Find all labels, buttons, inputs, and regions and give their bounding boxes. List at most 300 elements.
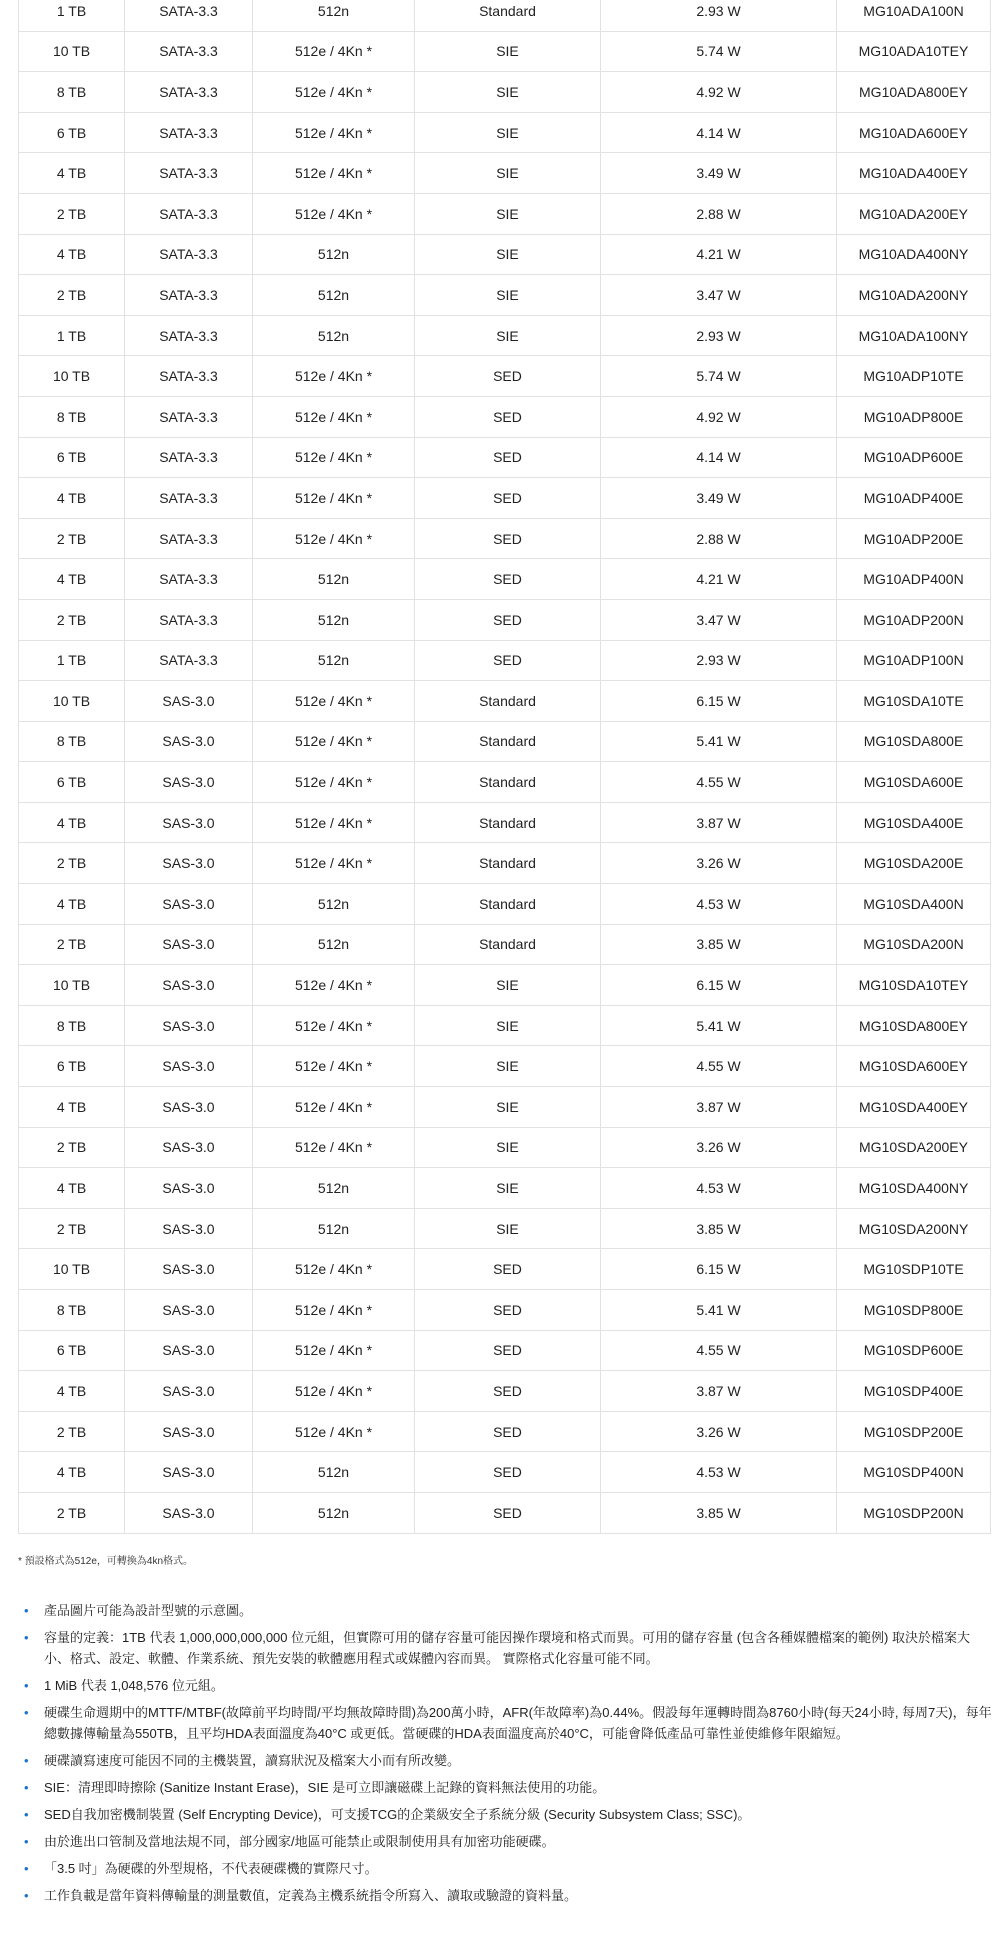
capacity-cell: 10 TB <box>19 356 125 397</box>
capacity-cell: 1 TB <box>19 315 125 356</box>
capacity-cell: 2 TB <box>19 599 125 640</box>
power-cell: 2.93 W <box>601 640 837 681</box>
table-row <box>19 193 991 234</box>
format-cell: 512e / 4Kn * <box>253 1127 415 1168</box>
interface-cell: SATA-3.3 <box>125 559 253 600</box>
model-cell: MG10SDP10TE <box>837 1249 991 1290</box>
capacity-cell: 8 TB <box>19 396 125 437</box>
format-cell: 512n <box>253 1208 415 1249</box>
bullet-icon: • <box>24 1705 29 1720</box>
table-row <box>19 518 991 559</box>
format-cell: 512e / 4Kn * <box>253 478 415 519</box>
capacity-cell: 6 TB <box>19 437 125 478</box>
security-cell: SIE <box>415 1046 601 1087</box>
power-cell: 3.47 W <box>601 599 837 640</box>
capacity-cell: 10 TB <box>19 681 125 722</box>
capacity-cell: 4 TB <box>19 884 125 925</box>
security-cell: Standard <box>415 884 601 925</box>
table-row <box>19 1452 991 1493</box>
capacity-cell: 6 TB <box>19 762 125 803</box>
bullet-icon: • <box>24 1630 29 1645</box>
interface-cell: SATA-3.3 <box>125 193 253 234</box>
format-cell: 512e / 4Kn * <box>253 396 415 437</box>
power-cell: 5.41 W <box>601 1005 837 1046</box>
capacity-cell: 2 TB <box>19 1411 125 1452</box>
capacity-cell: 2 TB <box>19 1208 125 1249</box>
model-cell: MG10SDP200E <box>837 1411 991 1452</box>
format-cell: 512e / 4Kn * <box>253 1046 415 1087</box>
capacity-cell: 10 TB <box>19 1249 125 1290</box>
interface-cell: SATA-3.3 <box>125 112 253 153</box>
interface-cell: SAS-3.0 <box>125 1492 253 1533</box>
table-row <box>19 1371 991 1412</box>
model-cell: MG10SDP400E <box>837 1371 991 1412</box>
table-row <box>19 559 991 600</box>
interface-cell: SATA-3.3 <box>125 234 253 275</box>
power-cell: 4.55 W <box>601 1330 837 1371</box>
security-cell: SED <box>415 518 601 559</box>
note-item <box>18 1885 993 1906</box>
power-cell: 4.53 W <box>601 1452 837 1493</box>
capacity-cell: 10 TB <box>19 965 125 1006</box>
table-row <box>19 1087 991 1128</box>
table-row <box>19 1005 991 1046</box>
capacity-cell: 1 TB <box>19 0 125 31</box>
table-row <box>19 478 991 519</box>
capacity-cell: 2 TB <box>19 1127 125 1168</box>
model-cell: MG10ADA10TEY <box>837 31 991 72</box>
format-cell: 512e / 4Kn * <box>253 681 415 722</box>
table-row <box>19 1208 991 1249</box>
format-cell: 512n <box>253 599 415 640</box>
interface-cell: SATA-3.3 <box>125 31 253 72</box>
power-cell: 3.26 W <box>601 1411 837 1452</box>
note-item <box>18 1777 993 1798</box>
security-cell: SED <box>415 437 601 478</box>
format-cell: 512e / 4Kn * <box>253 112 415 153</box>
security-cell: Standard <box>415 802 601 843</box>
model-cell: MG10ADA400EY <box>837 153 991 194</box>
model-cell: MG10SDA400NY <box>837 1168 991 1209</box>
model-cell: MG10ADP10TE <box>837 356 991 397</box>
power-cell: 4.14 W <box>601 112 837 153</box>
model-cell: MG10SDA10TEY <box>837 965 991 1006</box>
power-cell: 4.55 W <box>601 762 837 803</box>
capacity-cell: 8 TB <box>19 72 125 113</box>
note-text: 工作負載是當年資料傳輸量的測量數值，定義為主機系統指令所寫入、讀取或驗證的資料量。 <box>44 1888 578 1903</box>
capacity-cell: 2 TB <box>19 193 125 234</box>
model-cell: MG10SDA400EY <box>837 1087 991 1128</box>
power-cell: 3.85 W <box>601 1208 837 1249</box>
model-cell: MG10SDP200N <box>837 1492 991 1533</box>
note-item <box>18 1702 993 1744</box>
format-cell: 512e / 4Kn * <box>253 1290 415 1331</box>
table-row <box>19 924 991 965</box>
security-cell: SIE <box>415 153 601 194</box>
format-cell: 512e / 4Kn * <box>253 1005 415 1046</box>
note-item <box>18 1675 993 1696</box>
interface-cell: SATA-3.3 <box>125 518 253 559</box>
interface-cell: SAS-3.0 <box>125 1208 253 1249</box>
format-cell: 512e / 4Kn * <box>253 1411 415 1452</box>
capacity-cell: 4 TB <box>19 234 125 275</box>
model-cell: MG10SDA400E <box>837 802 991 843</box>
capacity-cell: 10 TB <box>19 31 125 72</box>
capacity-cell: 6 TB <box>19 1046 125 1087</box>
model-cell: MG10ADP100N <box>837 640 991 681</box>
format-cell: 512n <box>253 275 415 316</box>
note-text: SED自我加密機制裝置 (Self Encrypting Device)，可支援TCG的企業級安全子系統分級 (Security Subsystem Class; SSC)。 <box>44 1807 751 1822</box>
table-row <box>19 1290 991 1331</box>
model-cell: MG10SDA200N <box>837 924 991 965</box>
note-item <box>18 1804 993 1825</box>
format-cell: 512e / 4Kn * <box>253 72 415 113</box>
table-row <box>19 1046 991 1087</box>
security-cell: SED <box>415 559 601 600</box>
spec-table-body <box>19 0 991 1533</box>
note-text: 產品圖片可能為設計型號的示意圖。 <box>44 1603 253 1618</box>
format-cell: 512n <box>253 315 415 356</box>
power-cell: 3.87 W <box>601 1371 837 1412</box>
bullet-icon: • <box>24 1888 29 1903</box>
model-cell: MG10SDP800E <box>837 1290 991 1331</box>
table-row <box>19 1168 991 1209</box>
capacity-cell: 2 TB <box>19 518 125 559</box>
table-row <box>19 1330 991 1371</box>
note-item <box>18 1627 993 1669</box>
security-cell: SIE <box>415 275 601 316</box>
capacity-cell: 4 TB <box>19 1371 125 1412</box>
interface-cell: SAS-3.0 <box>125 1249 253 1290</box>
power-cell: 3.87 W <box>601 1087 837 1128</box>
capacity-cell: 1 TB <box>19 640 125 681</box>
security-cell: SED <box>415 1290 601 1331</box>
spec-table <box>18 0 991 1534</box>
security-cell: SED <box>415 1330 601 1371</box>
table-row <box>19 1492 991 1533</box>
interface-cell: SAS-3.0 <box>125 1452 253 1493</box>
table-row <box>19 275 991 316</box>
security-cell: SED <box>415 1492 601 1533</box>
note-text: 由於進出口管制及當地法規不同，部分國家/地區可能禁止或限制使用具有加密功能硬碟。 <box>44 1834 555 1849</box>
power-cell: 5.74 W <box>601 356 837 397</box>
bullet-icon: • <box>24 1678 29 1693</box>
model-cell: MG10ADP200E <box>837 518 991 559</box>
bullet-icon: • <box>24 1834 29 1849</box>
format-cell: 512e / 4Kn * <box>253 518 415 559</box>
format-cell: 512e / 4Kn * <box>253 31 415 72</box>
table-row <box>19 1127 991 1168</box>
power-cell: 6.15 W <box>601 1249 837 1290</box>
power-cell: 5.74 W <box>601 31 837 72</box>
model-cell: MG10SDA600E <box>837 762 991 803</box>
format-cell: 512n <box>253 0 415 31</box>
interface-cell: SAS-3.0 <box>125 721 253 762</box>
table-row <box>19 1249 991 1290</box>
model-cell: MG10ADA400NY <box>837 234 991 275</box>
format-cell: 512e / 4Kn * <box>253 721 415 762</box>
capacity-cell: 8 TB <box>19 1005 125 1046</box>
capacity-cell: 8 TB <box>19 1290 125 1331</box>
model-cell: MG10ADA100N <box>837 0 991 31</box>
note-text: 硬碟生命週期中的MTTF/MTBF(故障前平均時間/平均無故障時間)為200萬小時，AFR(年故障率)為0.44%。假設每年運轉時間為8760小時(每天24小時, 每周7天)，每年總數據傳輸量為550TB，且平均HDA表面溫度為40°C 或更低。當硬碟的HDA表面溫度高於40°C，可能會降低產品可靠性並使維修年限縮短。 <box>44 1705 992 1741</box>
model-cell: MG10SDA800E <box>837 721 991 762</box>
capacity-cell: 6 TB <box>19 1330 125 1371</box>
interface-cell: SAS-3.0 <box>125 1046 253 1087</box>
note-text: 容量的定義：1TB 代表 1,000,000,000,000 位元組，但實際可用的儲存容量可能因操作環境和格式而異。可用的儲存容量 (包含各種媒體檔案的範例) 取決於檔案大小、格式、設定、軟體、作業系統、預先安裝的軟體應用程式或媒體內容而異。 實際格式化容量可能不同。 <box>44 1630 970 1666</box>
security-cell: SIE <box>415 234 601 275</box>
security-cell: SIE <box>415 1208 601 1249</box>
security-cell: SED <box>415 640 601 681</box>
model-cell: MG10ADP200N <box>837 599 991 640</box>
security-cell: SED <box>415 396 601 437</box>
interface-cell: SATA-3.3 <box>125 315 253 356</box>
interface-cell: SAS-3.0 <box>125 802 253 843</box>
format-cell: 512n <box>253 640 415 681</box>
power-cell: 4.53 W <box>601 884 837 925</box>
format-cell: 512n <box>253 559 415 600</box>
security-cell: SED <box>415 1249 601 1290</box>
bullet-icon: • <box>24 1753 29 1768</box>
power-cell: 3.47 W <box>601 275 837 316</box>
note-item <box>18 1831 993 1852</box>
capacity-cell: 2 TB <box>19 843 125 884</box>
interface-cell: SAS-3.0 <box>125 762 253 803</box>
interface-cell: SATA-3.3 <box>125 0 253 31</box>
capacity-cell: 4 TB <box>19 802 125 843</box>
model-cell: MG10SDA600EY <box>837 1046 991 1087</box>
security-cell: SED <box>415 478 601 519</box>
format-cell: 512e / 4Kn * <box>253 843 415 884</box>
table-row <box>19 437 991 478</box>
interface-cell: SATA-3.3 <box>125 153 253 194</box>
model-cell: MG10ADP400E <box>837 478 991 519</box>
capacity-cell: 4 TB <box>19 1168 125 1209</box>
format-cell: 512e / 4Kn * <box>253 802 415 843</box>
capacity-cell: 8 TB <box>19 721 125 762</box>
power-cell: 3.87 W <box>601 802 837 843</box>
power-cell: 2.93 W <box>601 315 837 356</box>
table-row <box>19 965 991 1006</box>
bullet-icon: • <box>24 1780 29 1795</box>
interface-cell: SAS-3.0 <box>125 1371 253 1412</box>
interface-cell: SAS-3.0 <box>125 884 253 925</box>
table-row <box>19 356 991 397</box>
format-footnote: * 預設格式為512e，可轉換為4kn格式。 <box>18 1556 194 1567</box>
format-cell: 512e / 4Kn * <box>253 1249 415 1290</box>
interface-cell: SAS-3.0 <box>125 965 253 1006</box>
interface-cell: SATA-3.3 <box>125 396 253 437</box>
model-cell: MG10ADA100NY <box>837 315 991 356</box>
security-cell: SIE <box>415 193 601 234</box>
capacity-cell: 4 TB <box>19 559 125 600</box>
security-cell: SED <box>415 356 601 397</box>
interface-cell: SATA-3.3 <box>125 356 253 397</box>
model-cell: MG10SDA200EY <box>837 1127 991 1168</box>
format-cell: 512e / 4Kn * <box>253 356 415 397</box>
security-cell: Standard <box>415 762 601 803</box>
power-cell: 5.41 W <box>601 721 837 762</box>
model-cell: MG10SDA400N <box>837 884 991 925</box>
bullet-icon: • <box>24 1603 29 1618</box>
model-cell: MG10SDA200NY <box>837 1208 991 1249</box>
table-row <box>19 31 991 72</box>
capacity-cell: 2 TB <box>19 1492 125 1533</box>
note-text: 硬碟讀寫速度可能因不同的主機裝置，讀寫狀況及檔案大小而有所改變。 <box>44 1753 461 1768</box>
security-cell: SIE <box>415 1005 601 1046</box>
model-cell: MG10SDA10TE <box>837 681 991 722</box>
interface-cell: SATA-3.3 <box>125 599 253 640</box>
power-cell: 3.26 W <box>601 843 837 884</box>
interface-cell: SATA-3.3 <box>125 275 253 316</box>
interface-cell: SAS-3.0 <box>125 1168 253 1209</box>
interface-cell: SAS-3.0 <box>125 1330 253 1371</box>
power-cell: 4.53 W <box>601 1168 837 1209</box>
security-cell: Standard <box>415 721 601 762</box>
bullet-icon: • <box>24 1861 29 1876</box>
table-row <box>19 315 991 356</box>
power-cell: 4.92 W <box>601 396 837 437</box>
interface-cell: SAS-3.0 <box>125 1290 253 1331</box>
power-cell: 4.55 W <box>601 1046 837 1087</box>
security-cell: Standard <box>415 843 601 884</box>
format-cell: 512e / 4Kn * <box>253 153 415 194</box>
note-item <box>18 1600 993 1621</box>
interface-cell: SAS-3.0 <box>125 681 253 722</box>
power-cell: 4.14 W <box>601 437 837 478</box>
model-cell: MG10SDA800EY <box>837 1005 991 1046</box>
power-cell: 3.85 W <box>601 1492 837 1533</box>
table-row <box>19 884 991 925</box>
security-cell: SIE <box>415 31 601 72</box>
table-row <box>19 802 991 843</box>
interface-cell: SATA-3.3 <box>125 478 253 519</box>
note-text: SIE：清理即時擦除 (Sanitize Instant Erase)，SIE 是可立即讓磁碟上記錄的資料無法使用的功能。 <box>44 1780 606 1795</box>
table-row <box>19 234 991 275</box>
security-cell: SIE <box>415 1127 601 1168</box>
table-row <box>19 72 991 113</box>
table-row <box>19 0 991 31</box>
format-cell: 512n <box>253 1168 415 1209</box>
model-cell: MG10ADA600EY <box>837 112 991 153</box>
power-cell: 3.26 W <box>601 1127 837 1168</box>
table-row <box>19 681 991 722</box>
format-cell: 512e / 4Kn * <box>253 762 415 803</box>
security-cell: Standard <box>415 924 601 965</box>
security-cell: SIE <box>415 1087 601 1128</box>
power-cell: 6.15 W <box>601 965 837 1006</box>
note-item <box>18 1858 993 1879</box>
security-cell: SED <box>415 1452 601 1493</box>
model-cell: MG10ADP400N <box>837 559 991 600</box>
format-cell: 512e / 4Kn * <box>253 193 415 234</box>
note-text: 1 MiB 代表 1,048,576 位元組。 <box>44 1678 224 1693</box>
interface-cell: SATA-3.3 <box>125 640 253 681</box>
model-cell: MG10ADA800EY <box>837 72 991 113</box>
format-cell: 512n <box>253 884 415 925</box>
table-row <box>19 762 991 803</box>
format-cell: 512n <box>253 924 415 965</box>
model-cell: MG10SDP400N <box>837 1452 991 1493</box>
format-cell: 512n <box>253 1492 415 1533</box>
security-cell: Standard <box>415 681 601 722</box>
model-cell: MG10SDA200E <box>837 843 991 884</box>
model-cell: MG10ADA200NY <box>837 275 991 316</box>
interface-cell: SAS-3.0 <box>125 1087 253 1128</box>
interface-cell: SAS-3.0 <box>125 924 253 965</box>
interface-cell: SATA-3.3 <box>125 72 253 113</box>
table-row <box>19 599 991 640</box>
power-cell: 4.92 W <box>601 72 837 113</box>
power-cell: 3.85 W <box>601 924 837 965</box>
format-cell: 512n <box>253 1452 415 1493</box>
capacity-cell: 2 TB <box>19 275 125 316</box>
interface-cell: SATA-3.3 <box>125 437 253 478</box>
table-row <box>19 396 991 437</box>
model-cell: MG10ADP600E <box>837 437 991 478</box>
table-row <box>19 153 991 194</box>
format-cell: 512e / 4Kn * <box>253 437 415 478</box>
model-cell: MG10SDP600E <box>837 1330 991 1371</box>
format-cell: 512e / 4Kn * <box>253 1330 415 1371</box>
capacity-cell: 4 TB <box>19 1452 125 1493</box>
table-row <box>19 112 991 153</box>
interface-cell: SAS-3.0 <box>125 1411 253 1452</box>
power-cell: 2.93 W <box>601 0 837 31</box>
security-cell: SED <box>415 1371 601 1412</box>
note-item <box>18 1750 993 1771</box>
power-cell: 4.21 W <box>601 234 837 275</box>
format-cell: 512e / 4Kn * <box>253 1087 415 1128</box>
security-cell: SIE <box>415 72 601 113</box>
power-cell: 4.21 W <box>601 559 837 600</box>
security-cell: SED <box>415 1411 601 1452</box>
capacity-cell: 2 TB <box>19 924 125 965</box>
power-cell: 3.49 W <box>601 478 837 519</box>
format-cell: 512e / 4Kn * <box>253 1371 415 1412</box>
model-cell: MG10ADA200EY <box>837 193 991 234</box>
power-cell: 2.88 W <box>601 518 837 559</box>
format-cell: 512e / 4Kn * <box>253 965 415 1006</box>
bullet-icon: • <box>24 1807 29 1822</box>
table-row <box>19 640 991 681</box>
table-row <box>19 1411 991 1452</box>
interface-cell: SAS-3.0 <box>125 843 253 884</box>
security-cell: SIE <box>415 112 601 153</box>
capacity-cell: 4 TB <box>19 478 125 519</box>
security-cell: SED <box>415 599 601 640</box>
capacity-cell: 6 TB <box>19 112 125 153</box>
format-cell: 512n <box>253 234 415 275</box>
capacity-cell: 4 TB <box>19 153 125 194</box>
power-cell: 3.49 W <box>601 153 837 194</box>
table-row <box>19 721 991 762</box>
security-cell: SIE <box>415 315 601 356</box>
notes-list <box>18 1600 993 1912</box>
security-cell: Standard <box>415 0 601 31</box>
interface-cell: SAS-3.0 <box>125 1127 253 1168</box>
power-cell: 5.41 W <box>601 1290 837 1331</box>
interface-cell: SAS-3.0 <box>125 1005 253 1046</box>
note-text: 「3.5 吋」為硬碟的外型規格，不代表硬碟機的實際尺寸。 <box>44 1861 378 1876</box>
model-cell: MG10ADP800E <box>837 396 991 437</box>
security-cell: SIE <box>415 1168 601 1209</box>
capacity-cell: 4 TB <box>19 1087 125 1128</box>
security-cell: SIE <box>415 965 601 1006</box>
table-row <box>19 843 991 884</box>
power-cell: 2.88 W <box>601 193 837 234</box>
power-cell: 6.15 W <box>601 681 837 722</box>
